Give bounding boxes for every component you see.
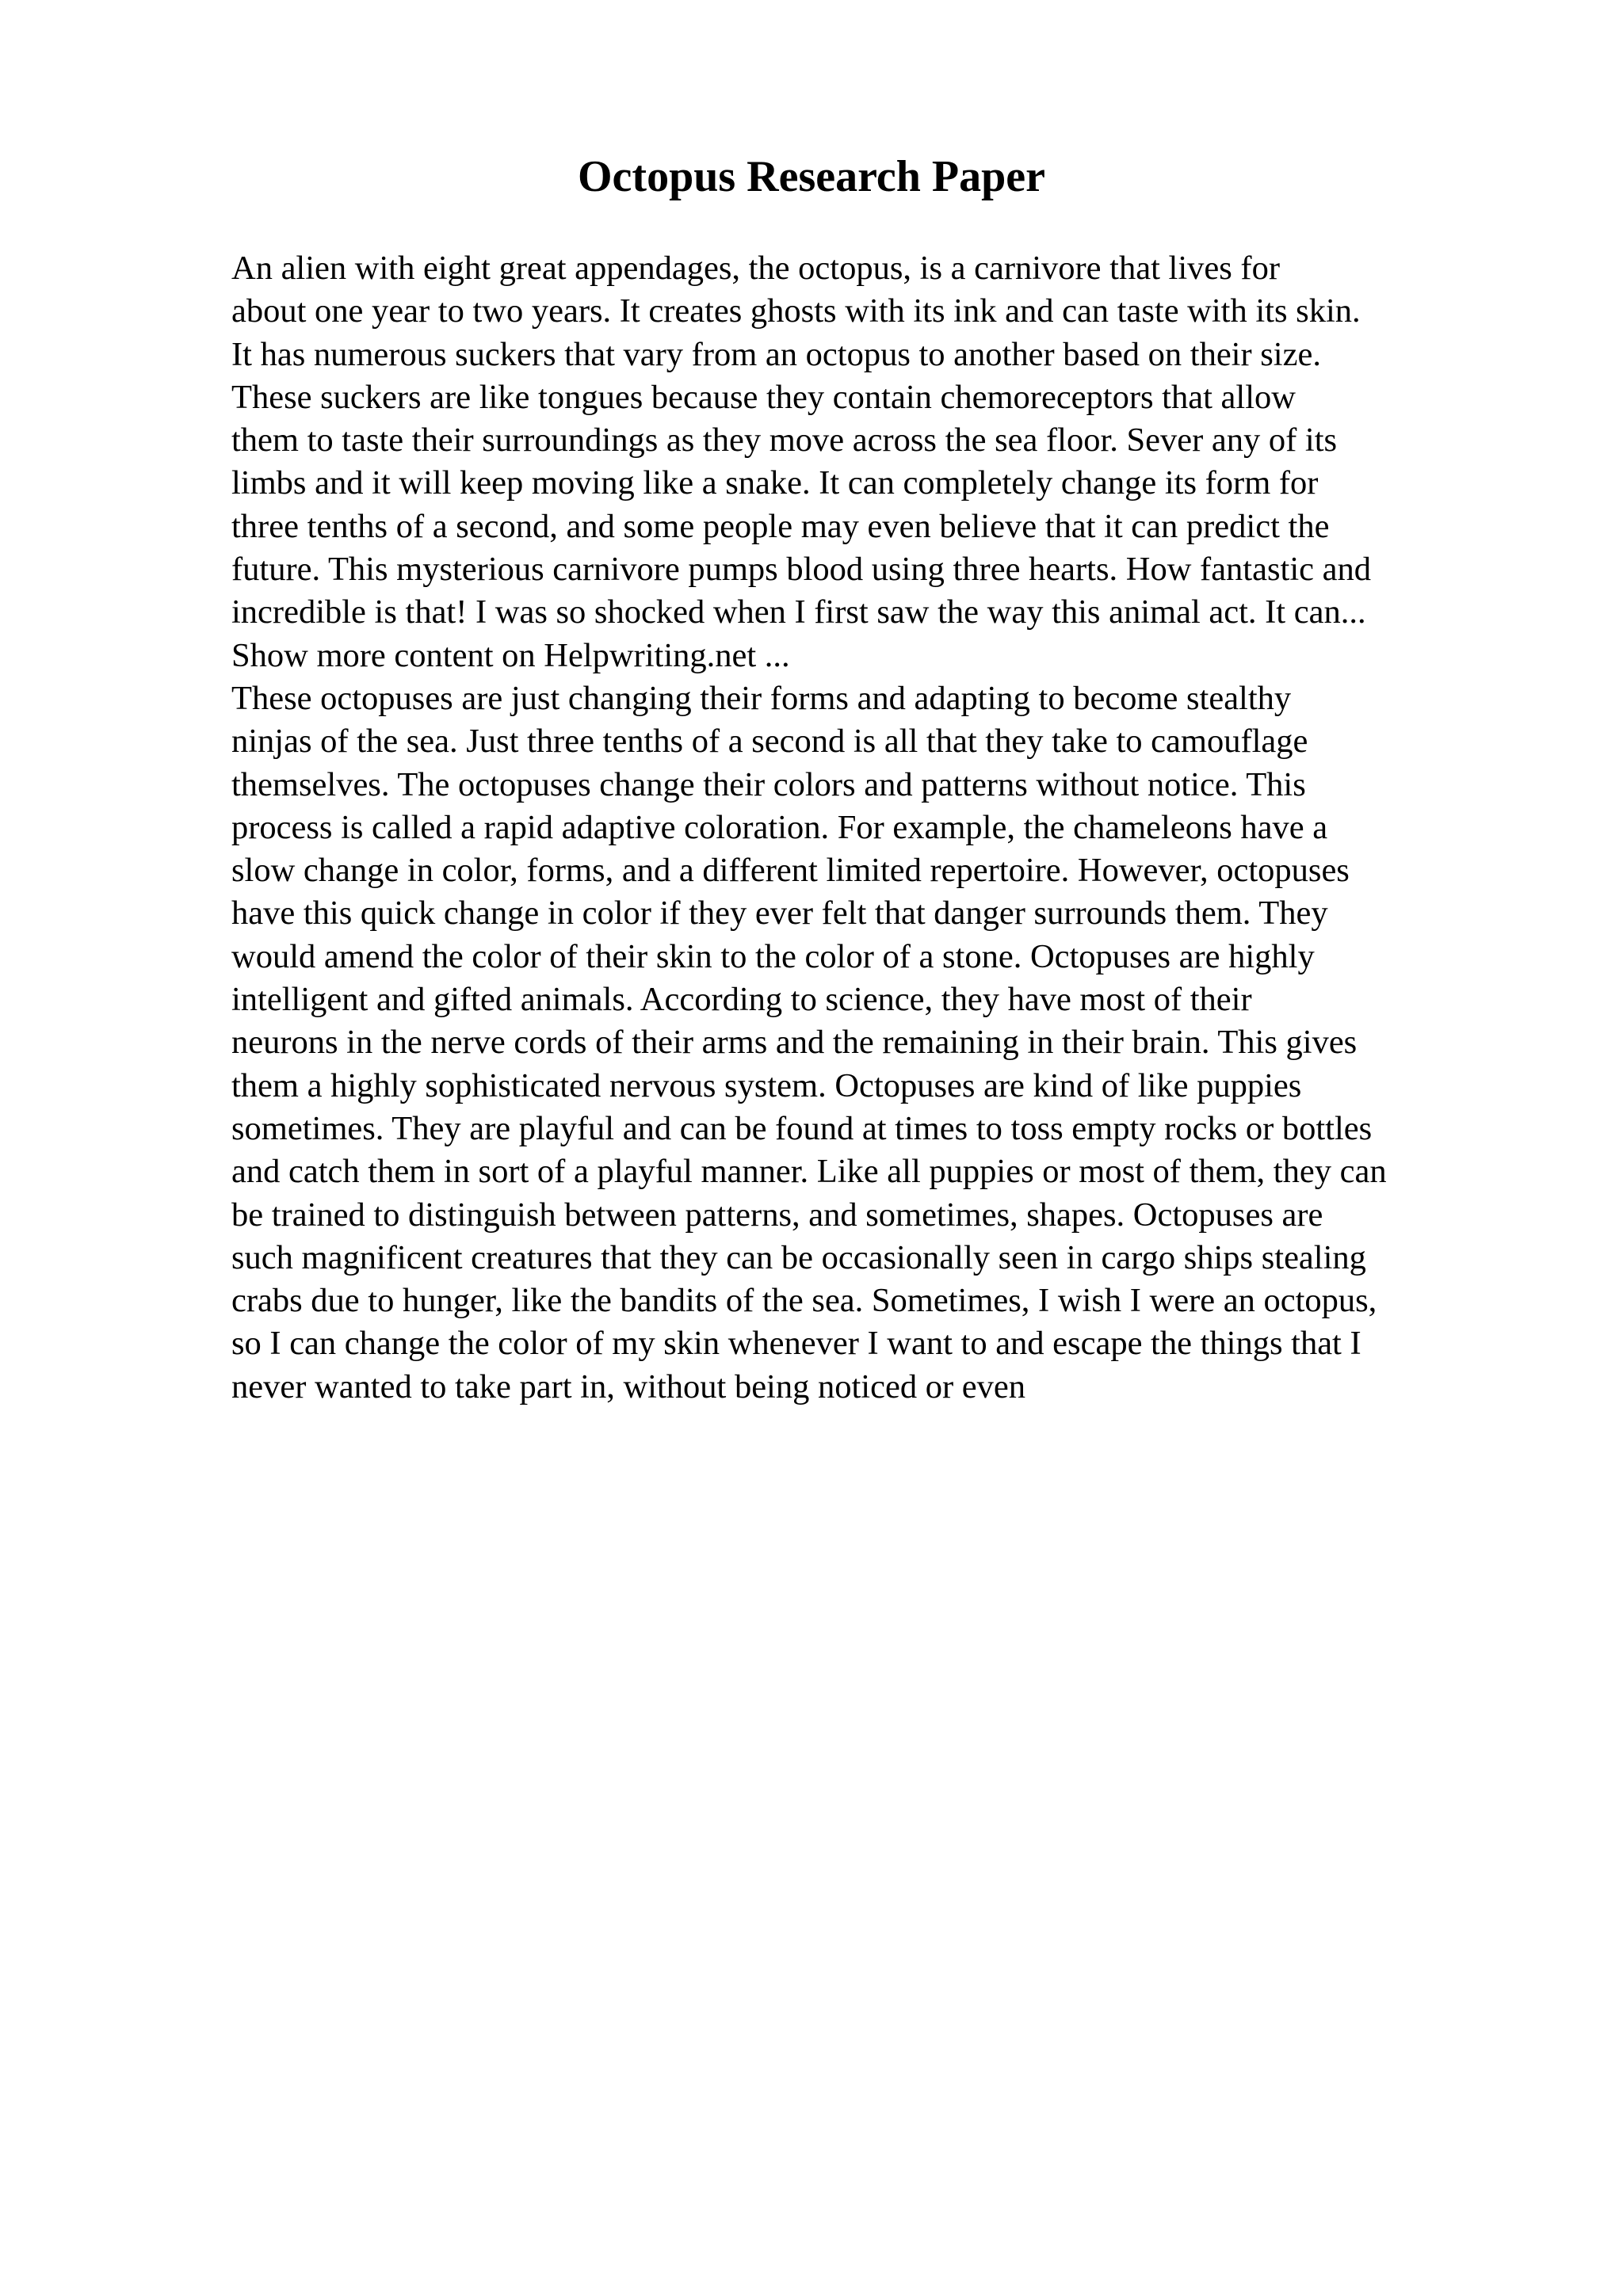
body-line: crabs due to hunger, like the bandits of the sea. Sometimes, I wish I were an octopus,	[231, 1282, 1377, 1320]
document-body	[231, 247, 1610, 1409]
body-line: slow change in color, forms, and a different limited repertoire. However, octopuses	[231, 852, 1350, 890]
body-line: them a highly sophisticated nervous system. Octopuses are kind of like puppies	[231, 1066, 1302, 1104]
body-line: and catch them in sort of a playful manner. Like all puppies or most of them, they can	[231, 1153, 1387, 1191]
body-line: neurons in the nerve cords of their arms and the remaining in their brain. This gives	[231, 1024, 1358, 1062]
body-line: such magnificent creatures that they can be occasionally seen in cargo ships stealing	[231, 1238, 1366, 1276]
body-line: incredible is that! I was so shocked when I first saw the way this animal act. It can...	[231, 593, 1366, 631]
body-line: These octopuses are just changing their forms and adapting to become stealthy	[231, 679, 1292, 717]
body-line: have this quick change in color if they ever felt that danger surrounds them. They	[231, 894, 1328, 933]
body-line: intelligent and gifted animals. According to science, they have most of their	[231, 981, 1252, 1019]
body-line: three tenths of a second, and some people may even believe that it can predict the	[231, 507, 1330, 545]
show-more-line: Show more content on Helpwriting.net ...	[231, 636, 790, 674]
body-line: them to taste their surroundings as they move across the sea floor. Sever any of its	[231, 421, 1338, 460]
body-line: future. This mysterious carnivore pumps blood using three hearts. How fantastic and	[231, 551, 1371, 589]
body-line: ninjas of the sea. Just three tenths of a second is all that they take to camouflage	[231, 723, 1308, 761]
body-line: themselves. The octopuses change their colors and patterns without notice. This	[231, 765, 1306, 803]
document-title: Octopus Research Paper	[578, 152, 1045, 201]
body-line: sometimes. They are playful and can be found at times to toss empty rocks or bottles	[231, 1109, 1373, 1147]
body-line: An alien with eight great appendages, the octopus, is a carnivore that lives for	[231, 250, 1280, 287]
body-line: be trained to distinguish between patterns, and sometimes, shapes. Octopuses are	[231, 1196, 1323, 1234]
body-line: about one year to two years. It creates ghosts with its ink and can taste with its skin.	[231, 292, 1361, 330]
body-line: so I can change the color of my skin whenever I want to and escape the things that I	[231, 1325, 1361, 1363]
body-line: would amend the color of their skin to the color of a stone. Octopuses are highly	[231, 937, 1315, 975]
body-line: process is called a rapid adaptive coloration. For example, the chameleons have a	[231, 808, 1328, 846]
body-line: limbs and it will keep moving like a snake. It can completely change its form for	[231, 464, 1319, 502]
body-line: It has numerous suckers that vary from an octopus to another based on their size.	[231, 335, 1321, 373]
body-line: These suckers are like tongues because they contain chemoreceptors that allow	[231, 378, 1296, 416]
body-line: never wanted to take part in, without being noticed or even	[231, 1367, 1025, 1405]
